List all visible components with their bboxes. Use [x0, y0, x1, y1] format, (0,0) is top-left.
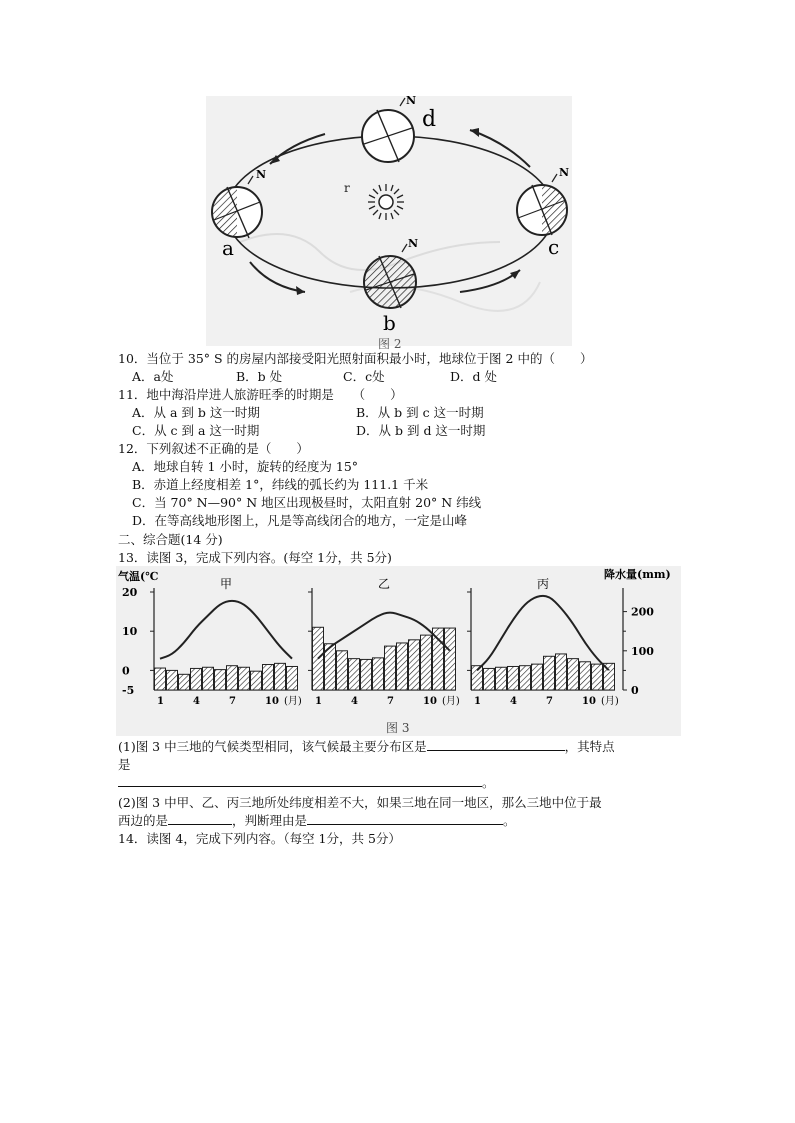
month-tick-label: 1: [315, 696, 322, 707]
precipitation-bar: [179, 674, 190, 690]
question-12-stem: 12．下列叙述不正确的是（ ）: [118, 441, 309, 456]
panel-name-label: 乙: [378, 577, 391, 591]
figure-2-earth-orbit: [200, 92, 580, 354]
month-tick-label: 1: [474, 696, 481, 707]
month-tick-label: 1: [157, 696, 164, 707]
precipitation-bar: [239, 667, 250, 690]
q13-part1-line2: 是: [118, 757, 131, 772]
q13-part2-line1: (2)图 3 中甲、乙、丙三地所处纬度相差不大，如果三地在同一地区，那么三地中位于最: [118, 795, 602, 810]
precipitation-bar: [568, 659, 579, 690]
precipitation-bar: [191, 668, 202, 690]
q10-option-c[interactable]: C．c处: [343, 369, 385, 384]
precipitation-bar: [167, 670, 178, 690]
precipitation-bar: [580, 662, 591, 690]
precipitation-bar: [433, 628, 444, 690]
precipitation-tick-label: 200: [631, 605, 654, 619]
precipitation-bar: [313, 627, 324, 690]
precipitation-bar: [385, 646, 396, 690]
precipitation-bar: [251, 671, 262, 690]
figure-2-caption: 图 2: [378, 337, 402, 351]
precipitation-bar: [349, 659, 360, 690]
q13-part1-text-a: (1)图 3 中三地的气候类型相同，该气候最主要分布区是: [118, 739, 427, 754]
q12-option-b[interactable]: B．赤道上经度相差 1°，纬线的弧长约为 111.1 千米: [132, 477, 429, 492]
month-tick-label: 7: [229, 696, 236, 707]
label-d: d: [422, 107, 437, 132]
precipitation-bar: [445, 628, 456, 690]
q11-option-a[interactable]: A．从 a 到 b 这一时期: [132, 405, 260, 420]
q10-option-b[interactable]: B．b 处: [236, 369, 283, 384]
precipitation-bar: [544, 656, 555, 690]
q13-part2-line2: [118, 812, 516, 829]
label-b: b: [383, 311, 396, 335]
precipitation-bar: [373, 658, 384, 690]
precipitation-bar: [275, 663, 286, 690]
month-unit-label: (月): [601, 696, 619, 707]
q12-option-d[interactable]: D．在等高线地形图上，凡是等高线闭合的地方，一定是山峰: [132, 513, 468, 528]
q13-part2-text-b: 西边的是: [118, 813, 169, 828]
precipitation-bar: [397, 643, 408, 690]
figure-3-caption: 图 3: [386, 721, 410, 735]
q13-blank-westernmost[interactable]: [168, 812, 232, 825]
q13-part2-text-c: ，判断理由是: [232, 813, 308, 828]
question-14-stem: 14．读图 4，完成下列内容。（每空 1分，共 5分）: [118, 831, 401, 846]
q11-option-b[interactable]: B．从 b 到 c 这一时期: [356, 405, 484, 420]
month-unit-label: (月): [284, 696, 302, 707]
label-c: c: [548, 235, 560, 259]
question-10-stem: 10．当位于 35° S 的房屋内部接受阳光照射面积最小时，地球位于图 2 中的（ ）: [118, 351, 593, 366]
precipitation-axis-label: 降水量(mm): [604, 568, 671, 581]
label-a: a: [222, 236, 234, 260]
precipitation-bar: [421, 635, 432, 690]
month-tick-label: 10: [265, 696, 279, 707]
q13-part1-text-b: ，其特点: [564, 739, 615, 754]
precipitation-bar: [263, 665, 274, 690]
precipitation-bar: [361, 659, 372, 690]
precipitation-bar: [409, 640, 420, 690]
month-tick-label: 10: [582, 696, 596, 707]
q13-part1-line3: [118, 774, 495, 791]
north-label: N: [408, 237, 419, 250]
precipitation-bar: [556, 654, 567, 690]
precipitation-bar: [203, 667, 214, 690]
month-unit-label: (月): [442, 696, 460, 707]
temperature-axis-label: 气温(℃: [118, 570, 159, 583]
precipitation-bar: [155, 668, 166, 690]
temperature-tick-label: 0: [122, 664, 130, 678]
q11-option-d[interactable]: D．从 b 到 d 这一时期: [356, 423, 486, 438]
q11-option-c[interactable]: C．从 c 到 a 这一时期: [132, 423, 260, 438]
q13-part2-end: 。: [503, 813, 516, 828]
temperature-tick-label: -5: [122, 684, 135, 697]
precipitation-bar: [508, 666, 519, 690]
precipitation-tick-label: 100: [631, 644, 654, 658]
month-tick-label: 10: [423, 696, 437, 707]
month-tick-label: 4: [193, 696, 200, 707]
precipitation-bar: [532, 664, 543, 690]
q13-part1-end: 。: [482, 775, 495, 790]
q12-option-a[interactable]: A．地球自转 1 小时，旋转的经度为 15°: [132, 459, 359, 474]
temperature-tick-label: 10: [122, 625, 138, 639]
precipitation-bar: [215, 670, 226, 690]
precipitation-tick-label: 0: [631, 684, 639, 697]
svg-text:r: r: [344, 181, 350, 195]
precipitation-bar: [592, 664, 603, 690]
north-label: N: [559, 166, 570, 179]
figure-3-climate-charts: [116, 566, 681, 736]
question-11-stem: 11．地中海沿岸进人旅游旺季的时期是 （ ）: [118, 387, 403, 402]
q10-option-d[interactable]: D．d 处: [450, 369, 497, 384]
panel-name-label: 丙: [537, 577, 550, 591]
precipitation-bar: [520, 666, 531, 690]
q13-blank-distribution[interactable]: [427, 738, 565, 751]
month-tick-label: 7: [387, 696, 394, 707]
month-tick-label: 7: [546, 696, 553, 707]
north-label: N: [406, 94, 417, 107]
question-13-stem: 13．读图 3，完成下列内容。(每空 1分，共 5分): [118, 550, 392, 565]
precipitation-bar: [484, 668, 495, 690]
month-tick-label: 4: [351, 696, 358, 707]
panel-name-label: 甲: [220, 577, 233, 591]
section-2-heading: 二、综合题(14 分): [118, 532, 223, 547]
precipitation-bar: [496, 667, 507, 690]
q12-option-c[interactable]: C．当 70° N—90° N 地区出现极昼时，太阳直射 20° N 纬线: [132, 495, 482, 510]
precipitation-bar: [337, 651, 348, 690]
north-label: N: [256, 168, 267, 181]
precipitation-bar: [227, 666, 238, 690]
q13-blank-reason[interactable]: [307, 812, 503, 825]
q10-option-a[interactable]: A．a处: [132, 369, 174, 384]
q13-part1-line1: [118, 738, 615, 755]
temperature-tick-label: 20: [122, 586, 138, 599]
q13-blank-characteristics[interactable]: [118, 774, 482, 787]
precipitation-bar: [287, 666, 298, 690]
month-tick-label: 4: [510, 696, 517, 707]
